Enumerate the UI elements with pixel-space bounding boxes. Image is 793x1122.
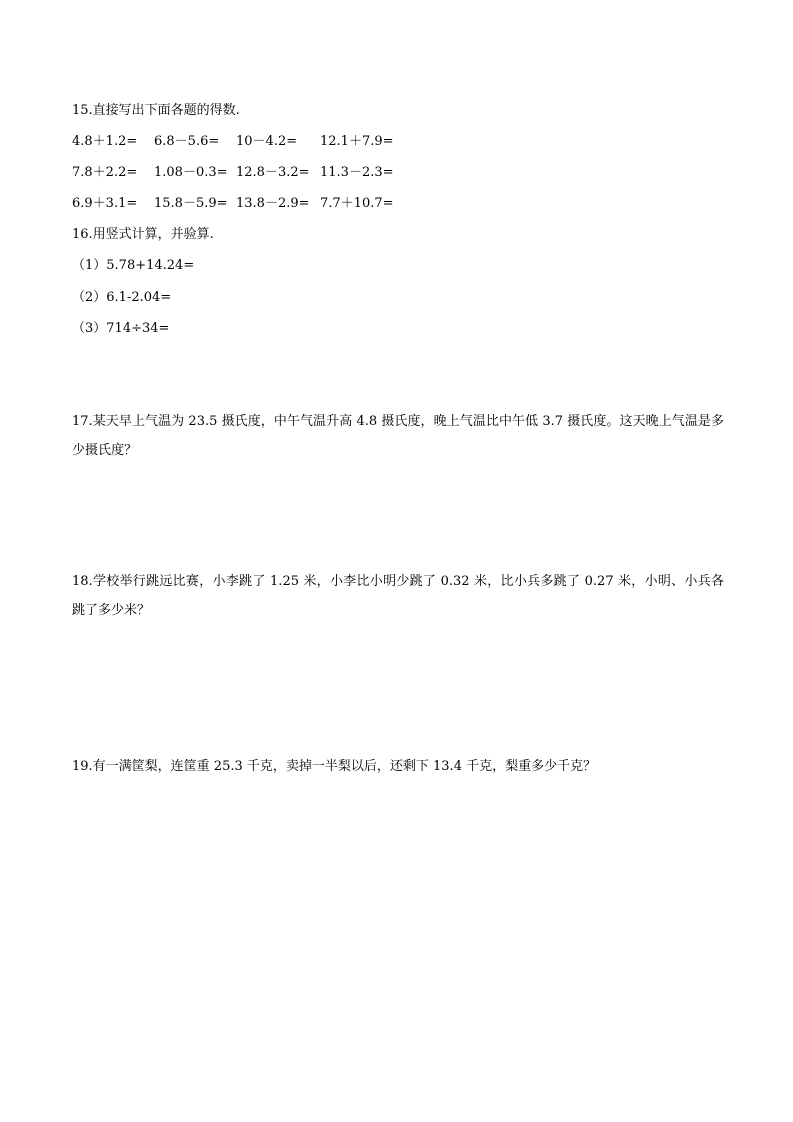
- calc-row: [72, 134, 472, 150]
- calc-item: 6.8－5.6=: [154, 134, 220, 149]
- calc-item: 12.1＋7.9=: [320, 134, 394, 149]
- question-16-title: 16.用竖式计算，并验算.: [72, 227, 214, 242]
- question-15-title: 15.直接写出下面各题的得数.: [72, 103, 240, 118]
- calc-item: 4.8＋1.2=: [72, 134, 138, 149]
- calc-item: 10－4.2=: [236, 134, 298, 149]
- calc-item: 13.8－2.9=: [236, 196, 310, 211]
- calc-row: [72, 165, 472, 181]
- question-18-text: 18.学校举行跳远比赛，小李跳了 1.25 米，小李比小明少跳了 0.32 米，比小兵多跳了 0.27 米，小明、小兵各跳了多少米？: [72, 574, 724, 618]
- calc-item: 7.7＋10.7=: [320, 196, 394, 211]
- calc-item: 6.9＋3.1=: [72, 196, 138, 211]
- calc-item: 7.8＋2.2=: [72, 165, 138, 180]
- question-16-item-2: （2）6.1-2.04=: [72, 290, 172, 305]
- question-16-item-1: （1）5.78+14.24=: [72, 258, 195, 273]
- calc-item: 1.08－0.3=: [154, 165, 228, 180]
- question-17-text: 17.某天早上气温为 23.5 摄氏度，中午气温升高 4.8 摄氏度，晚上气温比中午低 3.7 摄氏度。这天晚上气温是多少摄氏度？: [72, 414, 724, 458]
- question-16-item-3: （3）714÷34=: [72, 321, 170, 336]
- calc-item: 12.8－3.2=: [236, 165, 310, 180]
- calc-item: 15.8－5.9=: [154, 196, 228, 211]
- question-19-text: 19.有一满筐梨，连筐重 25.3 千克，卖掉一半梨以后，还剩下 13.4 千克，梨重多少千克？: [72, 759, 597, 774]
- calc-item: 11.3－2.3=: [320, 165, 394, 180]
- calc-row: [72, 196, 472, 212]
